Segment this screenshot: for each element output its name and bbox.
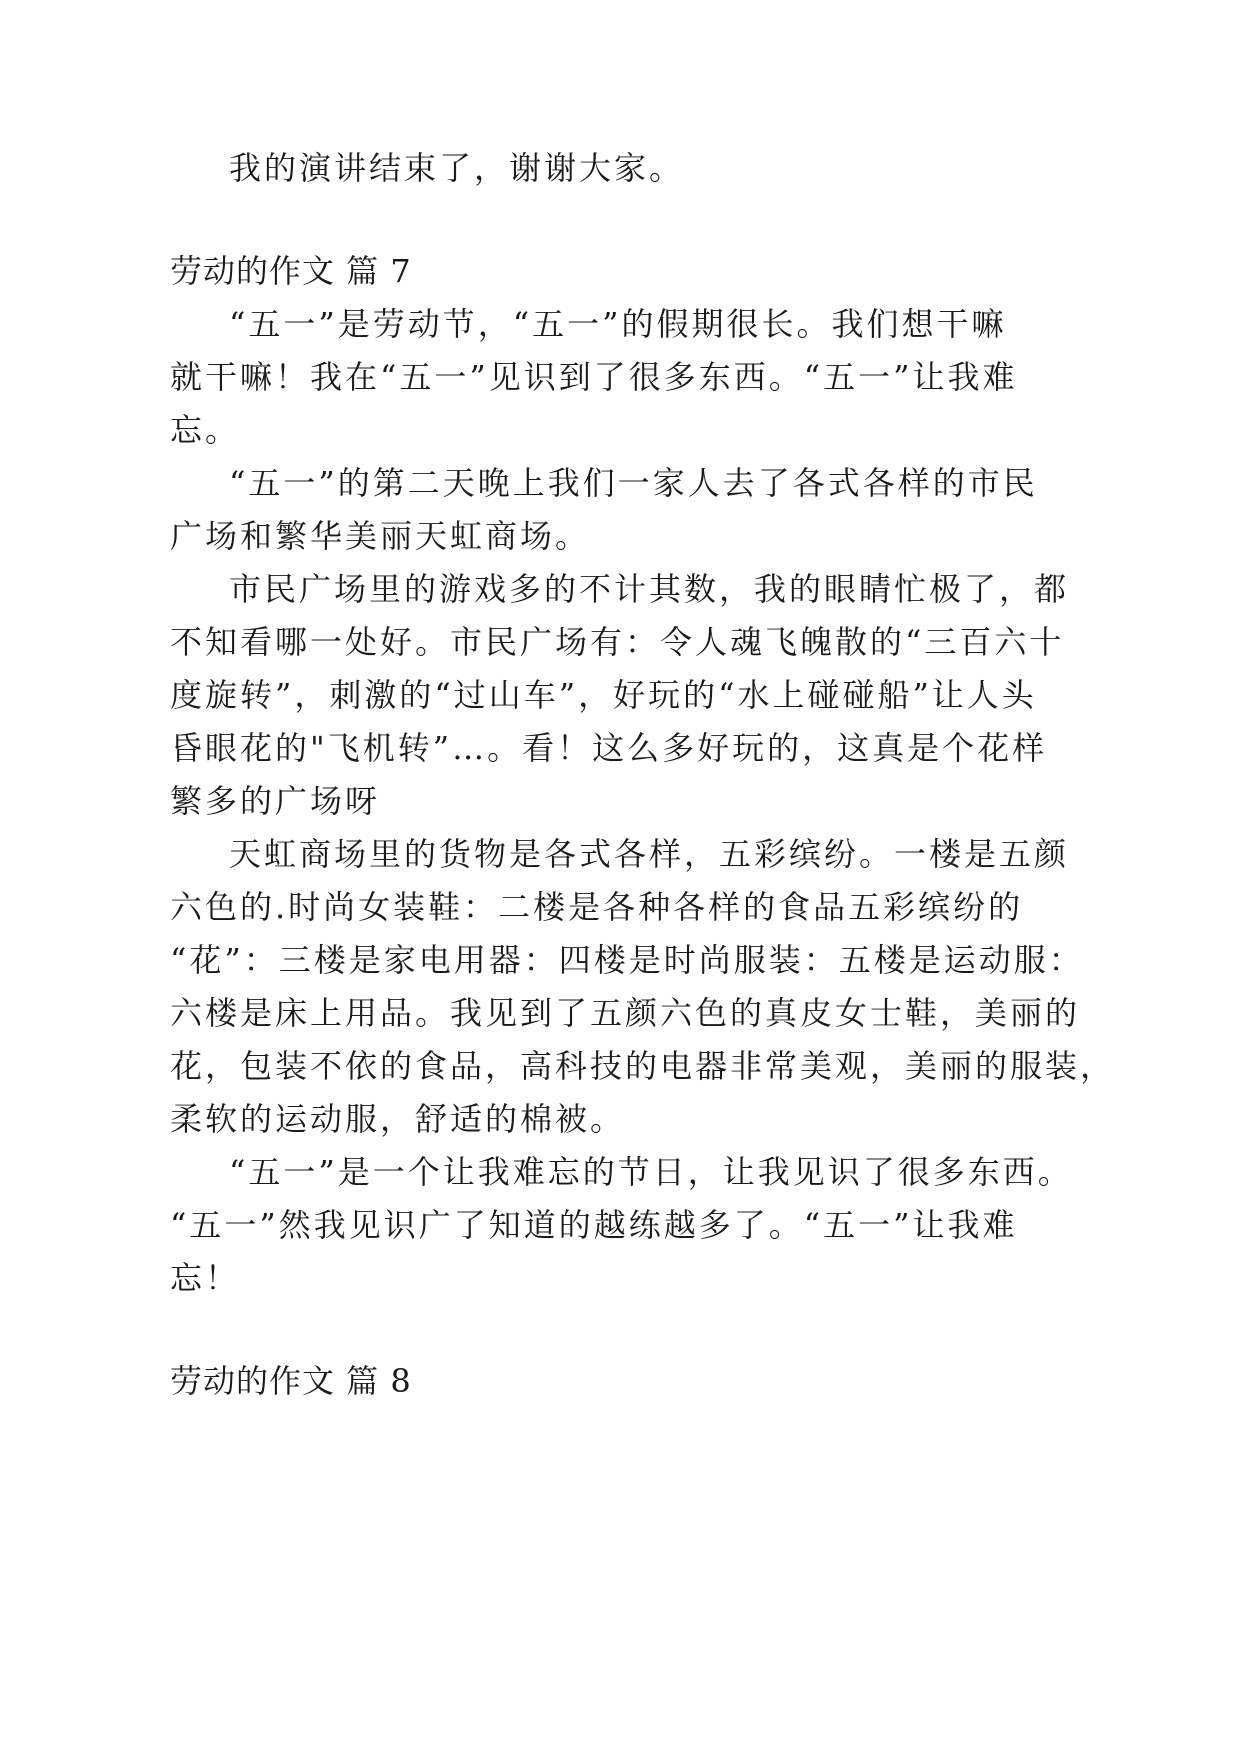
essay-7-line: 繁多的广场呀 bbox=[170, 782, 381, 820]
essay-7-line: 六楼是床上用品。我见到了五颜六色的真皮女士鞋，美丽的 bbox=[170, 994, 1081, 1032]
essay-7-heading: 劳动的作文 篇 7 bbox=[170, 252, 412, 290]
essay-7-line: 忘。 bbox=[170, 411, 241, 449]
essay-7-line: “花”：三楼是家电用器：四楼是时尚服装：五楼是运动服： bbox=[170, 941, 1084, 979]
essay-7-line: 六色的.时尚女装鞋：二楼是各种各样的食品五彩缤纷的 bbox=[170, 888, 1024, 926]
essay-7-line: 花，包装不依的食品，高科技的电器非常美观，美丽的服装， bbox=[170, 1047, 1116, 1085]
essay-7-line: 昏眼花的"飞机转”…。看！这么多好玩的，这真是个花样 bbox=[170, 729, 1048, 767]
essay-7-line: 不知看哪一处好。市民广场有：令人魂飞魄散的“三百六十 bbox=[170, 623, 1065, 661]
closing-line: 我的演讲结束了，谢谢大家。 bbox=[229, 149, 685, 187]
essay-7-line: 天虹商场里的货物是各式各样，五彩缤纷。一楼是五颜 bbox=[229, 835, 1070, 873]
essay-7-line: “五一”是一个让我难忘的节日，让我见识了很多东西。 bbox=[229, 1153, 1073, 1191]
essay-7-line: “五一”是劳动节，“五一”的假期很长。我们想干嘛 bbox=[229, 305, 1007, 343]
essay-7-line: 忘！ bbox=[170, 1259, 241, 1297]
essay-7-line: “五一”的第二天晚上我们一家人去了各式各样的市民 bbox=[229, 464, 1038, 502]
essay-7-line: 市民广场里的游戏多的不计其数，我的眼睛忙极了，都 bbox=[229, 570, 1070, 608]
essay-7-line: 度旋转”，刺激的“过山车”，好玩的“水上碰碰船”让人头 bbox=[170, 676, 1037, 714]
essay-8-heading: 劳动的作文 篇 8 bbox=[170, 1362, 412, 1400]
essay-7-line: 就干嘛！我在“五一”见识到了很多东西。“五一”让我难 bbox=[170, 358, 1018, 396]
essay-7-line: 柔软的运动服，舒适的棉被。 bbox=[170, 1100, 626, 1138]
essay-7-line: 广场和繁华美丽天虹商场。 bbox=[170, 517, 591, 555]
essay-7-line: “五一”然我见识广了知道的越练越多了。“五一”让我难 bbox=[170, 1206, 1018, 1244]
